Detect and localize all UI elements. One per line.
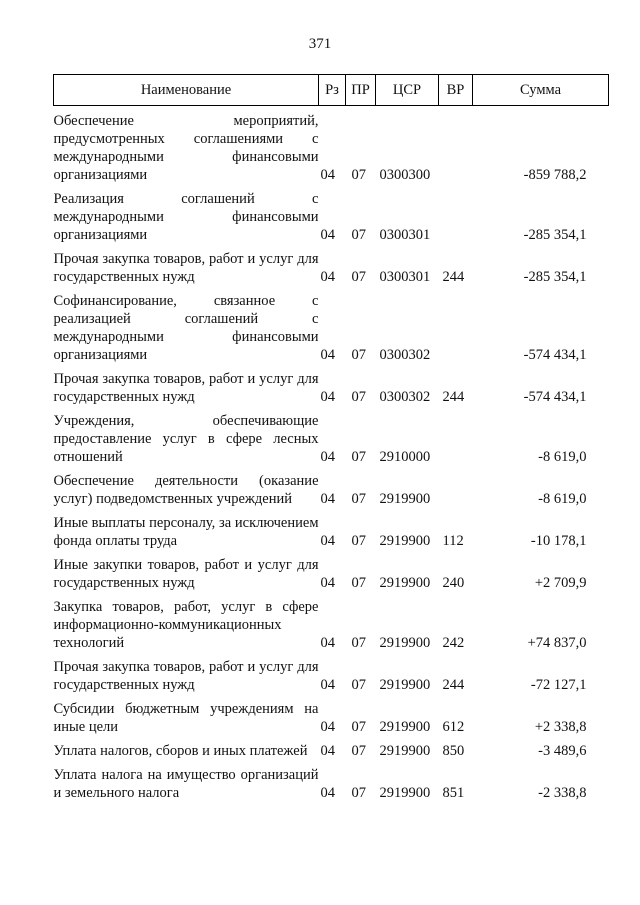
header-csr: ЦСР [376, 75, 439, 106]
cell-vr: 242 [442, 635, 465, 651]
cell-name: Иные выплаты персоналу, за исключением фонда оплаты труда [53, 515, 319, 549]
table-header-row [54, 75, 609, 106]
cell-pr: 07 [351, 635, 366, 651]
cell-rz: 04 [320, 677, 335, 693]
cell-vr [439, 466, 473, 508]
cell-vr: 240 [442, 575, 465, 591]
cell-name: Учреждения, обеспечивающие предоставление услуг в сфере лесных отношений [53, 413, 319, 465]
table-row [54, 508, 609, 550]
cell-rz: 04 [320, 167, 335, 183]
cell-vr [439, 406, 473, 466]
cell-csr: 0300302 [379, 389, 431, 405]
cell-pr: 07 [351, 533, 366, 549]
cell-name: Субсидии бюджетным учреждениям на иные цели [53, 701, 319, 735]
cell-rz: 04 [320, 533, 335, 549]
cell-csr: 2919900 [379, 575, 431, 591]
cell-rz: 04 [320, 719, 335, 735]
cell-csr: 2919900 [379, 743, 431, 759]
cell-name: Закупка товаров, работ, услуг в сфере информационно-коммуникационных технологий [53, 599, 319, 651]
cell-rz: 04 [320, 635, 335, 651]
cell-sum: -285 354,1 [523, 227, 587, 243]
cell-name: Софинансирование, связанное с реализацией соглашений с международными финансовыми организациями [53, 293, 319, 363]
header-sum: Сумма [473, 75, 609, 106]
cell-pr: 07 [351, 743, 366, 759]
cell-vr [439, 106, 473, 185]
cell-sum: -10 178,1 [530, 533, 587, 549]
cell-csr: 2919900 [379, 491, 431, 507]
cell-name: Обеспечение деятельности (оказание услуг) подведомственных учреждений [53, 473, 319, 507]
cell-sum: +2 709,9 [534, 575, 587, 591]
cell-sum: +2 338,8 [534, 719, 587, 735]
table-row [54, 736, 609, 760]
cell-pr: 07 [351, 575, 366, 591]
table-row [54, 592, 609, 652]
header-vr: ВР [439, 75, 473, 106]
table-row [54, 364, 609, 406]
budget-table [53, 74, 609, 802]
cell-pr: 07 [351, 449, 366, 465]
cell-name: Прочая закупка товаров, работ и услуг для государственных нужд [53, 371, 319, 405]
cell-pr: 07 [351, 389, 366, 405]
table-row [54, 244, 609, 286]
cell-vr: 612 [442, 719, 465, 735]
cell-vr: 851 [442, 785, 465, 801]
cell-sum: +74 837,0 [527, 635, 587, 651]
cell-csr: 2919900 [379, 677, 431, 693]
page-number: 371 [308, 36, 332, 52]
cell-rz: 04 [320, 227, 335, 243]
table-row [54, 106, 609, 185]
cell-vr: 112 [442, 533, 464, 549]
cell-vr: 850 [442, 743, 465, 759]
cell-rz: 04 [320, 575, 335, 591]
table-row [54, 406, 609, 466]
cell-sum: -285 354,1 [523, 269, 587, 285]
cell-name: Прочая закупка товаров, работ и услуг для государственных нужд [53, 251, 319, 285]
cell-name: Прочая закупка товаров, работ и услуг для государственных нужд [53, 659, 319, 693]
cell-pr: 07 [351, 491, 366, 507]
cell-sum: -859 788,2 [523, 167, 587, 183]
cell-rz: 04 [320, 389, 335, 405]
cell-rz: 04 [320, 491, 335, 507]
cell-csr: 2919900 [379, 785, 431, 801]
cell-sum: -8 619,0 [538, 449, 587, 465]
cell-csr: 2910000 [379, 449, 431, 465]
table-body [54, 106, 609, 803]
cell-csr: 2919900 [379, 719, 431, 735]
cell-sum: -2 338,8 [538, 785, 587, 801]
cell-pr: 07 [351, 677, 366, 693]
table-row [54, 652, 609, 694]
header-rz: Рз [319, 75, 346, 106]
cell-csr: 0300300 [379, 167, 431, 183]
cell-csr: 0300302 [379, 347, 431, 363]
table-row [54, 694, 609, 736]
cell-vr: 244 [442, 389, 465, 405]
cell-name: Реализация соглашений с международными финансовыми организациями [53, 191, 319, 243]
cell-pr: 07 [351, 167, 366, 183]
cell-sum: -8 619,0 [538, 491, 587, 507]
table-row [54, 286, 609, 364]
cell-pr: 07 [351, 719, 366, 735]
cell-name: Обеспечение мероприятий, предусмотренных соглашениями с международными финансовыми организациями [53, 113, 319, 183]
cell-pr: 07 [351, 269, 366, 285]
cell-name: Иные закупки товаров, работ и услуг для государственных нужд [53, 557, 319, 591]
cell-rz: 04 [320, 785, 335, 801]
cell-csr: 0300301 [379, 269, 431, 285]
cell-sum: -3 489,6 [538, 743, 587, 759]
cell-rz: 04 [320, 449, 335, 465]
cell-vr: 244 [442, 677, 465, 693]
cell-csr: 2919900 [379, 635, 431, 651]
cell-sum: -72 127,1 [530, 677, 587, 693]
cell-pr: 07 [351, 785, 366, 801]
cell-rz: 04 [320, 743, 335, 759]
cell-name: Уплата налога на имущество организаций и земельного налога [53, 767, 319, 801]
table-row [54, 760, 609, 802]
header-name: Наименование [54, 75, 319, 106]
cell-vr [439, 184, 473, 244]
cell-name: Уплата налогов, сборов и иных платежей [53, 743, 308, 759]
cell-csr: 0300301 [379, 227, 431, 243]
cell-vr: 244 [442, 269, 465, 285]
cell-rz: 04 [320, 269, 335, 285]
cell-csr: 2919900 [379, 533, 431, 549]
cell-vr [439, 286, 473, 364]
cell-sum: -574 434,1 [523, 389, 587, 405]
cell-sum: -574 434,1 [523, 347, 587, 363]
cell-rz: 04 [320, 347, 335, 363]
table-row [54, 466, 609, 508]
cell-pr: 07 [351, 347, 366, 363]
header-pr: ПР [346, 75, 376, 106]
table-row [54, 184, 609, 244]
table-row [54, 550, 609, 592]
cell-pr: 07 [351, 227, 366, 243]
